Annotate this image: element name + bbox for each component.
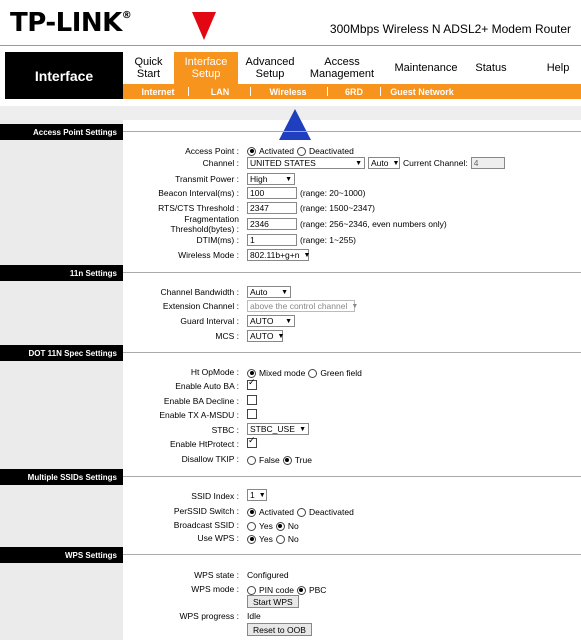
section-divider [123,272,581,273]
product-name: 300Mbps Wireless N ADSL2+ Modem Router [329,22,571,36]
section-header-access-point: Access Point Settings [0,124,123,140]
label-access-point: Access Point : [185,146,239,156]
current-channel-field: 4 [471,157,505,169]
label-fragmentation: Fragmentation [184,214,239,224]
label-fragmentation-threshold: Threshold(bytes) : [170,224,239,234]
wps-progress-value: Idle [247,611,261,621]
guard-interval-select[interactable]: AUTO ▼ [247,315,295,327]
radio-label: No [287,521,299,531]
radio-label: Deactivated [308,507,354,517]
chevron-down-icon: ▼ [355,159,362,167]
subnav-guest-network[interactable]: Guest Network [390,86,454,97]
chevron-down-icon: ▼ [303,251,311,259]
radio-tkip-true[interactable] [283,456,292,465]
radio-wps-pin[interactable] [247,586,256,595]
radio-label: Mixed mode [259,368,306,378]
channel-mode-select[interactable]: Auto ▼ [368,157,400,169]
radio-label: No [287,534,299,544]
nav-maintenance[interactable]: Maintenance [394,62,458,74]
subnav-separator [380,87,381,96]
radio-perssid-activated[interactable] [247,508,256,517]
section-header-11n: 11n Settings [0,265,123,281]
label-htprotect: Enable HtProtect : [170,439,239,449]
subnav-lan[interactable]: LAN [210,86,230,97]
nav-advanced-setup[interactable]: Advanced Setup [245,56,295,80]
reset-to-oob-button[interactable]: Reset to OOB [247,623,312,636]
wps-state-value: Configured [247,570,289,580]
label-wireless-mode: Wireless Mode : [178,250,239,260]
wireless-mode-select[interactable]: 802.11b+g+n ▼ [247,249,309,261]
chevron-down-icon: ▼ [285,317,292,325]
transmit-power-select[interactable]: High ▼ [247,173,295,185]
red-arrow-annotation-icon [190,8,218,42]
radio-label: False [259,455,280,465]
label-stbc: STBC : [211,425,239,435]
label-channel: Channel : [202,158,239,168]
label-guard-interval: Guard Interval : [180,316,239,326]
radio-usewps-no[interactable] [276,535,285,544]
stbc-select[interactable]: STBC_USE ▼ [247,423,309,435]
label-ssid-index: SSID Index : [191,491,239,501]
label-transmit-power: Transmit Power : [175,174,239,184]
current-channel-label: Current Channel: [403,158,468,168]
radio-tkip-false[interactable] [247,456,256,465]
radio-ap-activated[interactable] [247,147,256,156]
label-broadcast-ssid: Broadcast SSID : [173,520,239,530]
subnav-internet[interactable]: Internet [141,86,175,97]
section-header-multiple-ssids: Multiple SSIDs Settings [0,469,123,485]
label-mcs: MCS : [215,331,239,341]
radio-label: Activated [259,507,294,517]
label-beacon-interval: Beacon Interval(ms) : [158,188,239,198]
tp-link-logo: TP-LINK® [10,8,132,38]
label-disallow-tkip: Disallow TKIP : [181,454,239,464]
label-tx-amsdu: Enable TX A-MSDU : [159,410,239,420]
radio-ap-deactivated[interactable] [297,147,306,156]
section-divider [123,131,581,132]
channel-bandwidth-select[interactable]: Auto ▼ [247,286,291,298]
rts-threshold-input[interactable]: 2347 [247,202,297,214]
beacon-interval-input[interactable]: 100 [247,187,297,199]
radio-label: PBC [308,585,327,595]
dtim-input[interactable]: 1 [247,234,297,246]
mcs-select[interactable]: AUTO ▼ [247,330,283,342]
label-ba-decline: Enable BA Decline : [163,396,239,406]
tx-amsdu-checkbox[interactable] [247,409,257,419]
channel-country-select[interactable]: UNITED STATES ▼ [247,157,365,169]
subnav-separator [327,87,328,96]
label-extension-channel: Extension Channel : [162,301,239,311]
ssid-index-select[interactable]: 1 ▼ [247,489,267,501]
chevron-down-icon: ▼ [258,491,266,499]
radio-label: PIN code [259,585,294,595]
nav-interface-setup[interactable]: Interface Setup [174,52,238,84]
label-wps-mode: WPS mode : [191,584,239,594]
extension-channel-select: above the control channel ▼ [247,300,355,312]
label-use-wps: Use WPS : [197,533,239,543]
chevron-down-icon: ▼ [299,425,306,433]
radio-broadcast-no[interactable] [276,522,285,531]
radio-label: True [294,455,312,465]
label-rts-threshold: RTS/CTS Threshold : [158,203,239,213]
section-divider [123,476,581,477]
ba-decline-checkbox[interactable] [247,395,257,405]
label-wps-progress: WPS progress : [179,611,239,621]
radio-label: Yes [259,534,273,544]
fragmentation-threshold-input[interactable]: 2346 [247,218,297,230]
radio-ht-mixed[interactable] [247,369,256,378]
section-title: Interface [5,52,123,99]
htprotect-checkbox[interactable] [247,438,257,448]
radio-label: Activated [259,146,294,156]
radio-perssid-deactivated[interactable] [297,508,306,517]
fragmentation-range-hint: (range: 256~2346, even numbers only) [300,219,447,229]
section-divider [123,554,581,555]
auto-ba-checkbox[interactable] [247,380,257,390]
section-header-dot11n: DOT 11N Spec Settings [0,345,123,361]
chevron-down-icon: ▼ [277,332,285,340]
label-perssid-switch: PerSSID Switch : [173,506,239,516]
radio-label: Green field [320,368,362,378]
chevron-down-icon: ▼ [351,302,359,310]
start-wps-button[interactable]: Start WPS [247,595,299,608]
radio-broadcast-yes[interactable] [247,522,256,531]
label-dtim: DTIM(ms) : [196,235,239,245]
header-divider [0,45,581,46]
nav-help[interactable]: Help [546,62,570,74]
chevron-down-icon: ▼ [285,175,292,183]
dtim-range-hint: (range: 1~255) [300,235,356,245]
nav-access-management[interactable]: Access Management [309,56,375,80]
label-ht-opmode: Ht OpMode : [190,367,239,377]
section-divider [123,352,581,353]
chevron-down-icon: ▼ [392,159,400,167]
subnav-separator [188,87,189,96]
radio-ht-green[interactable] [308,369,317,378]
rts-range-hint: (range: 1500~2347) [300,203,375,213]
nav-quick-start[interactable]: Quick Start [134,56,163,80]
radio-wps-pbc[interactable] [297,586,306,595]
radio-label: Yes [259,521,273,531]
section-header-wps: WPS Settings [0,547,123,563]
chevron-down-icon: ▼ [281,288,288,296]
label-wps-state: WPS state : [194,570,239,580]
nav-status[interactable]: Status [475,62,507,74]
label-auto-ba: Enable Auto BA : [175,381,239,391]
subnav-6rd[interactable]: 6RD [344,86,363,97]
subnav-wireless[interactable]: Wireless [269,86,307,97]
subnav-separator [250,87,251,96]
beacon-range-hint: (range: 20~1000) [300,188,366,198]
radio-usewps-yes[interactable] [247,535,256,544]
label-channel-bandwidth: Channel Bandwidth : [160,287,239,297]
blue-arrow-annotation-icon [278,108,312,142]
radio-label: Deactivated [308,146,354,156]
